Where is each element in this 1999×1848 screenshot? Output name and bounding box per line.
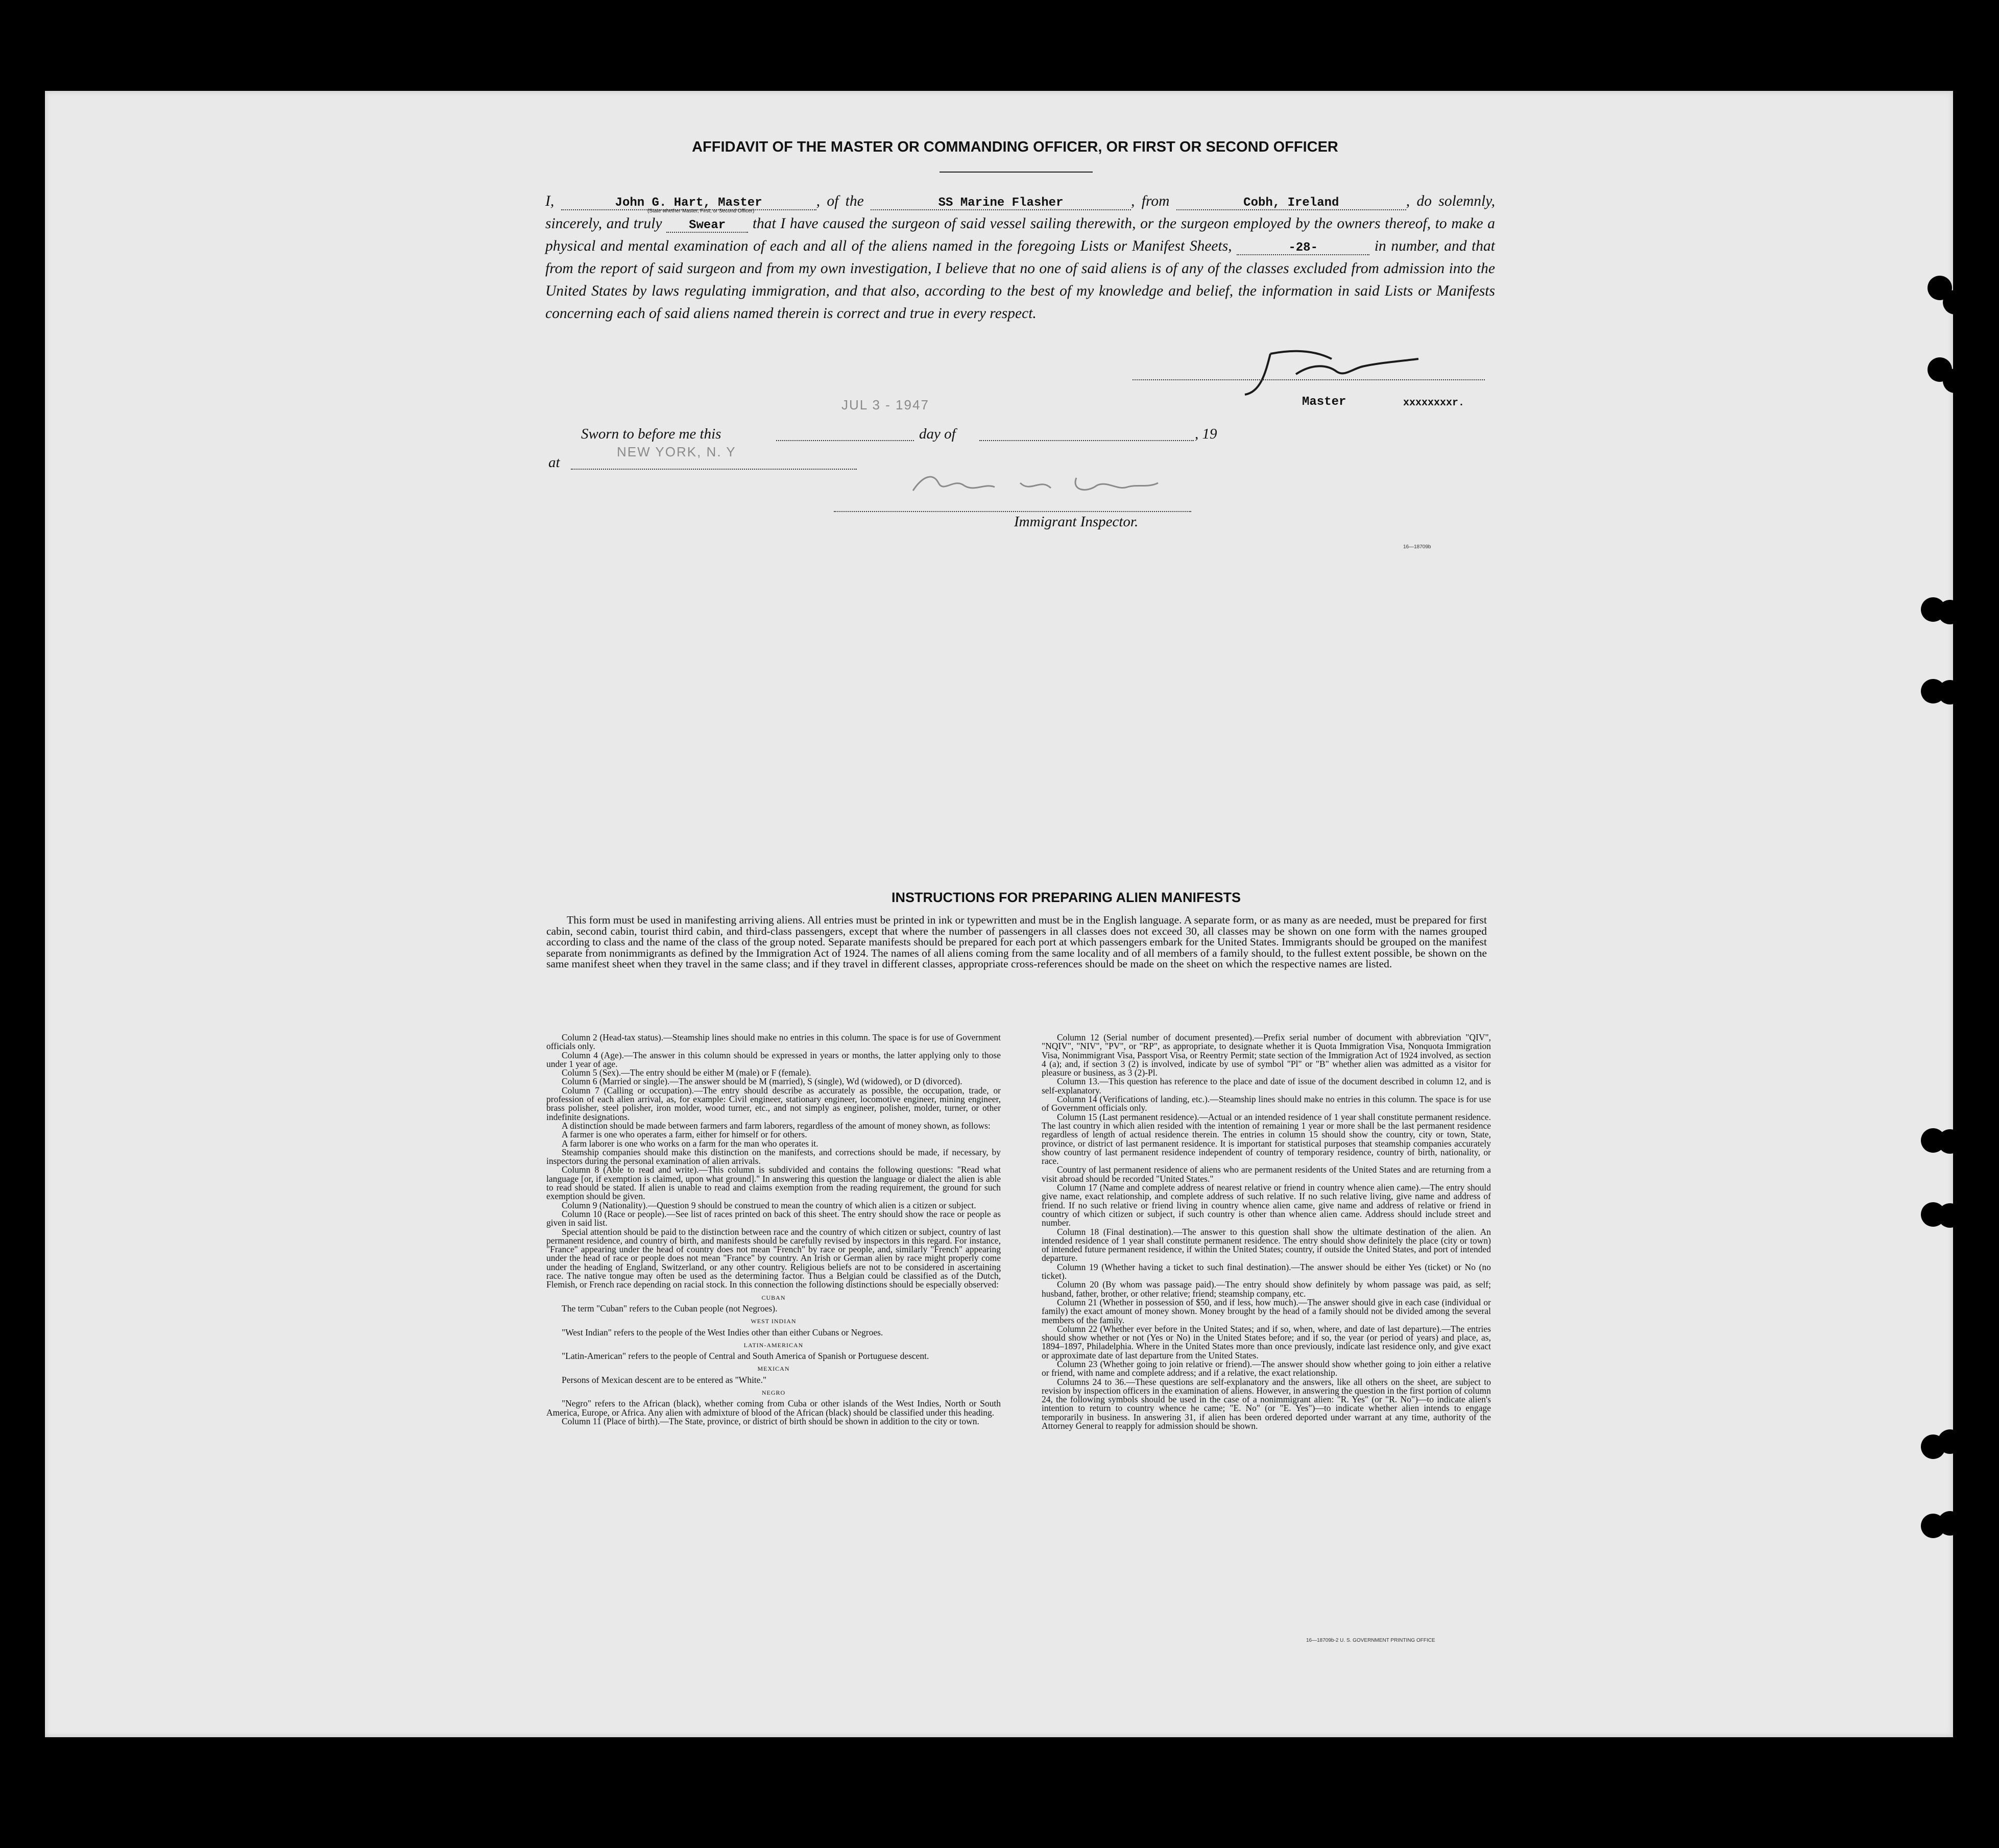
left-paragraph: A farmer is one who operates a farm, either for himself or for others. [562,1129,807,1140]
right-paragraph: Column 20 (By whom was passage paid).—The entry should show definitely by whom passage was paid, as self; husband, father, brother, or other relative; friend; steamship company, etc. [1042,1279,1491,1299]
sworn-day-line [776,440,914,441]
struck-officer-text: xxxxxxxxr. [1403,397,1465,409]
binder-hole [1938,1129,1962,1154]
right-paragraph: Column 13.—This question has reference to the place and date of issue of the document described in column 12, and is self-explanatory. [1042,1076,1491,1096]
signature-line [1133,379,1485,380]
port-field: Cobh, Ireland [1176,197,1406,210]
binder-hole [1938,1203,1962,1228]
right-paragraph: Column 19 (Whether having a ticket to such final destination).—The answer should be either Yes (ticket) or No (no ticket). [1042,1261,1491,1281]
vessel-field: SS Marine Flasher [871,197,1131,210]
race-heading-latin-american: LATIN-AMERICAN [743,1341,804,1349]
signature-title: Master [1302,395,1346,409]
affidavit-of-the: , of the [816,193,864,209]
inspector-signature [903,468,1189,503]
affidavit-title: AFFIDAVIT OF THE MASTER OR COMMANDING OFFICER, OR FIRST OR SECOND OFFICER [692,139,1338,155]
affidavit-solemnly: solemnly, sincerely, and truly [545,193,1496,232]
affidavit-i: I, [545,193,555,209]
left-paragraph: Column 10 (Race or people).—See list of races printed on back of this sheet. The entry should show the race or people as given in said list. [546,1208,1001,1228]
at-label: at [548,454,560,471]
race-heading-mexican: MEXICAN [757,1365,790,1373]
affidavit-text-1: that I have caused the surgeon of said vessel sailing therewith, or the surgeon employed by the owners thereof, to make a physical and mental examination of each and all of the aliens named in the foregoing Lists or Manifest Sheets, [545,215,1496,254]
officer-name-field: John G. Hart, Master [561,197,816,210]
left-paragraph: Steamship companies should make this distinction on the manifests, and corrections should be made, if necessary, by inspectors during the personal examination of alien arrivals. [546,1147,1001,1166]
left-paragraph: Column 9 (Nationality).—Question 9 should be construed to mean the country of which alien is a citizen or subject. [562,1200,976,1210]
right-paragraph: Column 12 (Serial number of document presented).—Prefix serial number of document with abbreviation "QIV", "NQIV", "NIV", "PV", or "RP", as appropriate, to designate whether it is Quota Immigration Visa, Nonquota Immigration Visa, Nonimmigrant Visa, Passport Visa, or Reentry Permit; state section of the Immigration Act of 1924 involved, as section 4 (a); and, if section 3 (2) is involved, indicate by use of symbol "Pl" or "B" whether alien was admitted as a visitor for pleasure or business, as 3 (2)-Pl. [1042,1032,1491,1078]
instructions-title: INSTRUCTIONS FOR PREPARING ALIEN MANIFESTS [891,890,1241,905]
right-paragraph: Country of last permanent residence of aliens who are permanent residents of the United States and are returning from a visit abroad should be recorded "United States." [1042,1164,1491,1184]
place-stamp: NEW YORK, N. Y [617,444,736,459]
left-paragraph: Column 6 (Married or single).—The answer should be M (married), S (single), Wd (widowed), or D (divorced). [562,1076,962,1087]
race-heading-negro: NEGRO [761,1389,786,1396]
right-paragraph: Column 22 (Whether ever before in the United States; and if so, when, where, and date of last departure).—The entries should show whether or not (Yes or No) in the United States before; and if so, the year (or period of years) and place, as, 1894–1897, Philadelphia. Where in the United States more than once previously, indicate last residence only, and give exact or approximate date of last departure from the United States. [1042,1323,1491,1360]
sworn-label: Sworn to before me this [581,426,721,442]
left-paragraph: Column 5 (Sex).—The entry should be either M (male) or F (female). [562,1067,811,1078]
right-paragraph: Column 14 (Verifications of landing, etc.).—Steamship lines should make no entries in this column. The space is for use of Government officials only. [1042,1094,1491,1113]
date-stamp: JUL 3 - 1947 [841,397,929,412]
sheets-count-field: -28- [1237,242,1369,255]
right-paragraph: Column 17 (Name and complete address of nearest relative or friend in country whence alien came).—The entry should give name, exact relationship, and complete address of such relative. If no such relative living, give name and address of friend. If no such relative or friend living in country whence alien came, give name and address of relative or friend in country of which citizen or subject, if such country is other than whence alien came. Address should include street and number. [1042,1182,1491,1228]
right-paragraph: Column 23 (Whether going to join relative or friend).—The answer should show whether going to join either a relative or friend, with name and complete address; and if a relative, the exact relationship. [1042,1358,1491,1378]
form-number-top: 16—18709b [1403,544,1431,550]
left-paragraph: The term "Cuban" refers to the Cuban people (not Negroes). [562,1303,778,1314]
printing-office-footer: 16—18709b-2 U. S. GOVERNMENT PRINTING OFFICE [1306,1638,1435,1643]
right-paragraph: Column 21 (Whether in possession of $50, and if less, how much).—The answer should give in each case (individual or family) the exact amount of money shown. Money brought by the head of a family should not be divided among the several members of the family. [1042,1297,1491,1325]
binder-hole [1938,600,1962,624]
race-heading-cuban: CUBAN [761,1294,786,1301]
at-line [571,469,857,470]
oath-field: Swear [666,220,748,233]
left-paragraph: "Negro" refers to the African (black), whether coming from Cuba or other islands of the West Indies, North or South America, Europe, or Africa. Any alien with admixture of blood of the African (black) should be classified under this heading. [546,1398,1001,1418]
left-paragraph: Column 7 (Calling or occupation).—The entry should describe as accurately as possible, the occupation, trade, or profession of each alien arrival, as, for example: Civil engineer, stationary engineer, locomotive engineer, mining engineer, brass polisher, steel polisher, iron molder, wood turner, etc., and not simply as engineer, polisher, molder, turner, or other indefinite designations. [546,1085,1001,1122]
instructions-left-column [546,1033,1001,1426]
title-underline [940,172,1093,173]
left-paragraph: "Latin-American" refers to the people of Central and South America of Spanish or Portuguese descent. [562,1351,929,1361]
sworn-month-line [979,440,1194,441]
officer-caption: (State whether Master, First, or Second Officer) [647,208,755,214]
inspector-label: Immigrant Inspector. [1014,514,1139,530]
left-paragraph: A farm laborer is one who works on a farm for the man who operates it. [562,1138,818,1149]
master-signature [1235,344,1459,405]
affidavit-text-2: in number, and that from the report of said surgeon and from my own investigation, I believe that no one of said aliens is of any of the classes excluded from admission into the United States by laws regulating immigration, and that also, according to the best of my knowledge and belief, the information in said Lists or Manifests concerning each of said aliens named therein is correct and true in every respect. [545,238,1495,322]
inspector-line [834,511,1191,512]
left-paragraph: Persons of Mexican descent are to be entered as "White." [562,1374,767,1385]
year-label: , 19 [1195,426,1217,442]
race-heading-west-indian: WEST INDIAN [751,1318,797,1325]
left-paragraph: Column 2 (Head-tax status).—Steamship lines should make no entries in this column. The space is for use of Government officials only. [546,1032,1001,1052]
affidavit-from: , from [1131,193,1170,209]
right-paragraph: Column 18 (Final destination).—The answer to this question shall show the ultimate destination of the alien. An intended residence of 1 year shall constitute permanent residence. The entry should show definitely the place (city or town) of intended future permanent residence, if within the United States; country, if outside the United States, and port of intended departure. [1042,1226,1491,1263]
binder-hole [1938,1511,1962,1536]
instructions-right-column [1042,1033,1491,1430]
binder-hole [1938,680,1962,704]
document-page [45,91,1953,1737]
instructions-intro: This form must be used in manifesting arriving aliens. All entries must be printed in ink or typewritten and must be in the English language. A separate form, or as many as are needed, must be prepared for first cabin, second cabin, tourist third cabin, and third-class passengers, except that where the number of passengers in all classes does not exceed 30, all classes may be shown on one form with the names grouped according to class and the name of the class of the group noted. Separate manifests should be prepared for each port at which passengers embark for the United States. Immigrants should be grouped on the manifest separate from nonimmigrants as defined by the Immigration Act of 1924. The names of all aliens coming from the same locality and of all members of a family should, to the fullest extent possible, be shown on the same manifest sheet when they travel in the same class; and if they travel in different classes, appropriate cross-references should be made on the sheet on which the respective names are listed. [546,914,1487,970]
affidavit-do: , do [1406,193,1432,209]
left-paragraph: Column 4 (Age).—The answer in this column should be expressed in years or months, the latter applying only to those under 1 year of age. [546,1050,1001,1069]
left-paragraph: Special attention should be paid to the distinction between race and the country of which citizen or subject, country of last permanent residence, and country of birth, and manifests should be carefully revised by inspectors in this regard. For instance, "France" appearing under the head of country does not mean "French" by race or people, and, similarly "French" appearing under the head of race or people does not mean "France" by country. An Irish or German alien by race might properly come under the heading of England, Switzerland, or any other country. Religious beliefs are not to be considered in ascertaining race. The native tongue may often be used as the determining factor. Thus a Belgian could be classified as of the Dutch, Flemish, or French race depending on racial stock. In this connection the following distinctions should be especially observed: [546,1226,1001,1290]
right-paragraph: Columns 24 to 36.—These questions are self-explanatory and the answers, like all others on the sheet, are subject to revision by inspection officers in the examination of aliens. However, in answering the question in the first portion of column 24, the following symbols should be used in the case of a nonimmigrant alien: "R. Yes" (or "R. No")—to indicate alien's intention to return to country whence he came; "E. No" (or "E. Yes")—to indicate whether alien intends to engage temporarily in business. In answering 31, if alien has been ordered deported under warrant at any time, authority of the Attorney General to reapply for admission should be shown. [1042,1376,1491,1431]
left-paragraph: Column 11 (Place of birth).—The State, province, or district of birth should be shown in addition to the city or town. [562,1416,979,1426]
binder-hole [1943,369,1967,393]
left-paragraph: "West Indian" refers to the people of the West Indies other than either Cubans or Negroes. [562,1327,883,1338]
left-paragraph: A distinction should be made between farmers and farm laborers, regardless of the amount of money shown, as follows: [562,1120,991,1131]
binder-hole [1938,1429,1962,1454]
right-paragraph: Column 15 (Last permanent residence).—Actual or an intended residence of 1 year shall constitute permanent residence. The last country in which alien resided with the intention of remaining 1 year or more shall be the last permanent residence regardless of length of actual residence therein. The entries in column 15 should show the country, city or town, State, province, or district of last permanent residence. It is important for statistical purposes that steamship companies accurately show country of last permanent residence independent of country of temporary residence, country of birth, nationality, or race. [1042,1111,1491,1166]
day-of-label: day of [919,426,956,442]
binder-hole [1943,290,1967,314]
left-paragraph: Column 8 (Able to read and write).—This column is subdivided and contains the following questions: "Read what language [or, if exemption is claimed, upon what ground]." In answering this question the language or dialect the alien is able to read should be stated. If alien is unable to read and claims exemption from the reading requirement, the ground for such exemption should be given. [546,1164,1001,1202]
